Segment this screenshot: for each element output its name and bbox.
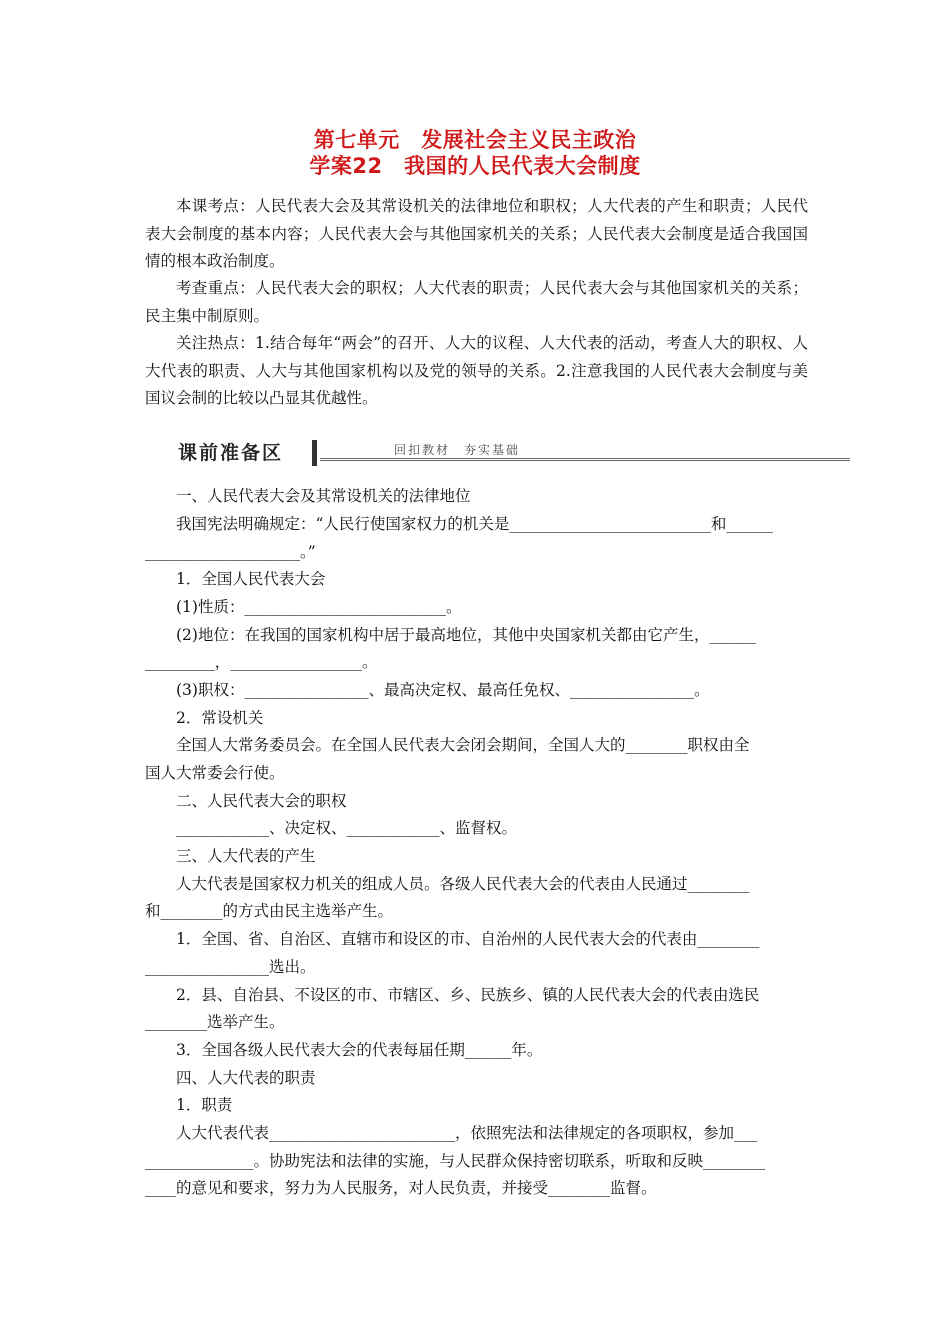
text-line: 和________的方式由民主选举产生。 [145, 902, 394, 920]
text-line: 2．常设机关 [176, 709, 264, 727]
text-line: ____________________。” [145, 543, 316, 561]
intro-focus: 考查重点：人民代表大会的职权；人大代表的职责；人民代表大会与其他国家机关的关系；民主集中制原则。 [145, 279, 808, 325]
outline-heading-3: 三、人大代表的产生 [176, 847, 316, 865]
text-line: 全国人大常务委员会。在全国人民代表大会闭会期间，全国人大的________职权由全 [176, 736, 750, 754]
text-line: 我国宪法明确规定：“人民行使国家权力的机关是__________________________和______ [176, 515, 773, 533]
intro-key-points: 本课考点：人民代表大会及其常设机关的法律地位和职权；人大代表的产生和职责；人民代表大会制度的基本内容；人民代表大会与其他国家机关的关系；人民代表大会制度是适合我国国情的根本政治制度。 [145, 197, 808, 270]
section-header [178, 436, 850, 470]
outline-heading-4: 四、人大代表的职责 [176, 1069, 316, 1087]
lesson-title: 学案22 我国的人民代表大会制度 [309, 154, 641, 178]
text-line: 1．全国、省、自治区、直辖市和设区的市、自治州的人民代表大会的代表由________ [176, 930, 760, 948]
text-line: (3)职权：________________、最高决定权、最高任免权、________________。 [176, 681, 710, 699]
text-line: 国人大常委会行使。 [145, 764, 285, 782]
text-line: 1．职责 [176, 1096, 233, 1114]
outline-heading-2: 二、人民代表大会的职权 [176, 792, 347, 810]
text-line: 人大代表代表________________________，依照宪法和法律规定的各项职权，参加___ [176, 1124, 758, 1142]
text-line: ________选举产生。 [145, 1013, 285, 1031]
text-line: 3．全国各级人民代表大会的代表每届任期______年。 [176, 1041, 543, 1059]
text-line: (1)性质：__________________________。 [176, 598, 462, 616]
text-line: 人大代表是国家权力机关的组成人员。各级人民代表大会的代表由人民通过________ [176, 875, 750, 893]
text-line: _________，_________________。 [145, 653, 378, 671]
section-label: 课前准备区 [178, 442, 284, 464]
unit-title: 第七单元 发展社会主义民主政治 [313, 128, 637, 152]
text-line: 2．县、自治县、不设区的市、市辖区、乡、民族乡、镇的人民代表大会的代表由选民 [176, 986, 760, 1004]
section-notch [312, 440, 317, 466]
text-line: ______________。协助宪法和法律的实施，与人民群众保持密切联系，听取和反映________ [145, 1152, 766, 1170]
text-line: (2)地位：在我国的国家机构中居于最高地位，其他中央国家机关都由它产生，______ [176, 626, 756, 644]
text-line: ____的意见和要求，努力为人民服务，对人民负责，并接受________监督。 [145, 1179, 657, 1197]
section-subtitle: 回扣教材 夯实基础 [390, 441, 524, 458]
text-line: ________________选出。 [145, 958, 316, 976]
text-line: 1．全国人民代表大会 [176, 570, 326, 588]
section-rule [320, 458, 850, 461]
intro-hot-topics: 关注热点：1.结合每年“两会”的召开、人大的议程、人大代表的活动，考查人大的职权、人大代表的职责、人大与其他国家机构以及党的领导的关系。2.注意我国的人民代表大会制度与美国议会制的比较以凸显其优越性。 [145, 334, 808, 407]
outline-heading-1: 一、人民代表大会及其常设机关的法律地位 [176, 487, 471, 505]
text-line: ____________、决定权、____________、监督权。 [176, 819, 518, 837]
